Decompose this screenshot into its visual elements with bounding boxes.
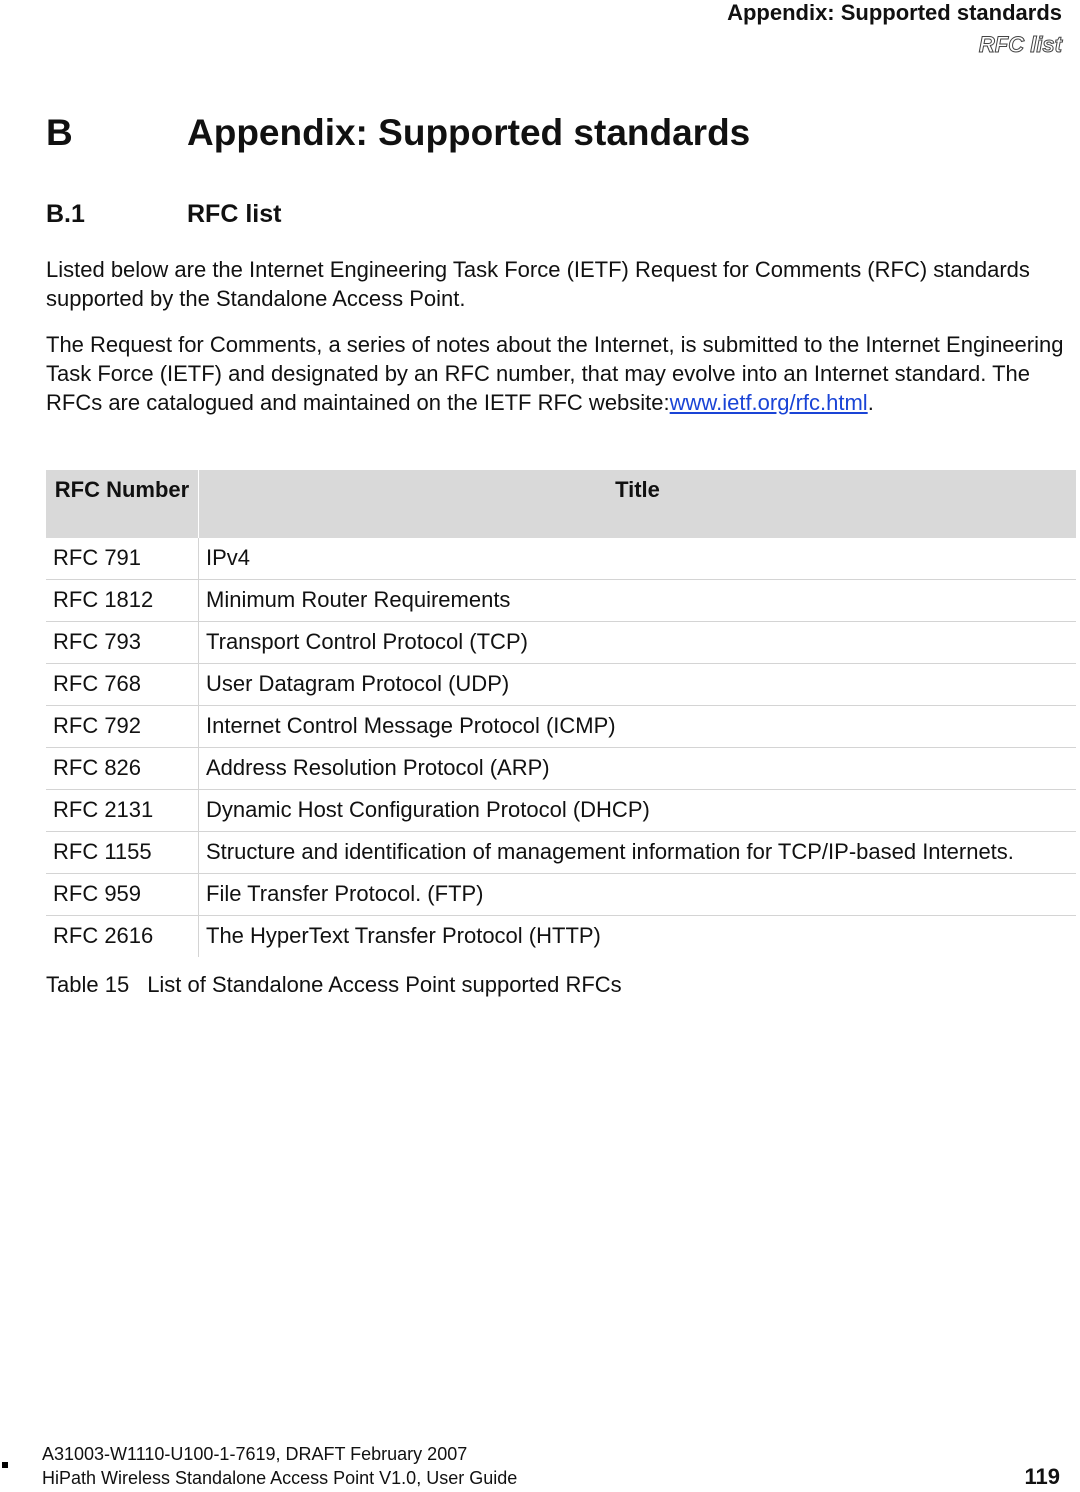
rfc-number-cell: RFC 792 (46, 706, 199, 748)
table-row (46, 580, 1076, 622)
footer-doc-id: A31003-W1110-U100-1-7619, DRAFT February 2007 (42, 1444, 468, 1464)
rfc-number-cell: RFC 768 (46, 664, 199, 706)
section-heading (46, 200, 281, 229)
rfc-title-cell: IPv4 (199, 538, 1077, 580)
section-number: B.1 (46, 200, 85, 228)
rfc-title-cell: Address Resolution Protocol (ARP) (199, 748, 1077, 790)
header-title: Title (199, 470, 1077, 538)
detail-paragraph (46, 330, 1066, 417)
detail-end: . (867, 390, 874, 415)
rfc-number-cell: RFC 826 (46, 748, 199, 790)
rfc-number-cell: RFC 2131 (46, 790, 199, 832)
running-header-subtitle: RFC list (978, 32, 1062, 57)
rfc-title-cell: Structure and identification of management information for TCP/IP-based Internets. (199, 832, 1077, 874)
running-header-title: Appendix: Supported standards (727, 0, 1062, 25)
table-row (46, 916, 1076, 958)
rfc-number-cell: RFC 959 (46, 874, 199, 916)
ietf-link[interactable]: www.ietf.org/rfc.html (669, 390, 868, 415)
chapter-number: B (46, 112, 73, 153)
table-caption-text: List of Standalone Access Point supported RFCs (147, 972, 622, 997)
header-rfc-number: RFC Number (46, 470, 199, 538)
rfc-number-cell: RFC 1155 (46, 832, 199, 874)
rfc-title-cell: The HyperText Transfer Protocol (HTTP) (206, 923, 601, 948)
rfc-title-cell: Internet Control Message Protocol (ICMP) (199, 706, 1077, 748)
rfc-title-cell: Minimum Router Requirements (199, 580, 1077, 622)
rfc-number-cell: RFC 1812 (46, 580, 199, 622)
page-number: 119 (1024, 1464, 1060, 1489)
table-caption (46, 972, 622, 998)
rfc-title-cell: File Transfer Protocol. (FTP) (199, 874, 1077, 916)
footer-product: HiPath Wireless Standalone Access Point V1.0, User Guide (42, 1468, 518, 1488)
table-row (46, 748, 1076, 790)
rfc-table (46, 470, 1076, 957)
rfc-number-cell: RFC 793 (46, 622, 199, 664)
rfc-title-cell: Dynamic Host Configuration Protocol (DHCP) (199, 790, 1077, 832)
chapter-heading (46, 112, 750, 154)
section-title: RFC list (187, 200, 282, 228)
table-row (46, 706, 1076, 748)
detail-text: The Request for Comments, a series of notes about the Internet, is submitted to the Internet Engineering Task Force (IETF) and designated by an RFC number, that may evolve into an Internet standard. The RFCs are catalogued and maintained on the IETF RFC website: (46, 332, 1064, 415)
rfc-number-cell: RFC 2616 (46, 916, 199, 958)
table-row (46, 874, 1076, 916)
table-row (46, 622, 1076, 664)
table-row (46, 790, 1076, 832)
rfc-number-cell: RFC 791 (46, 538, 199, 580)
intro-paragraph: Listed below are the Internet Engineering Task Force (IETF) Request for Comments (RFC) standards supported by the Standalone Access Point. (46, 257, 1030, 311)
footer-marker (2, 1462, 8, 1468)
table-row (46, 664, 1076, 706)
table-row (46, 832, 1076, 874)
rfc-title-cell: Transport Control Protocol (TCP) (199, 622, 1077, 664)
rfc-title-cell: User Datagram Protocol (UDP) (199, 664, 1077, 706)
table-row (46, 538, 1076, 580)
table-caption-label: Table 15 (46, 972, 130, 997)
chapter-title: Appendix: Supported standards (187, 112, 751, 153)
table-header-row (46, 470, 1076, 538)
